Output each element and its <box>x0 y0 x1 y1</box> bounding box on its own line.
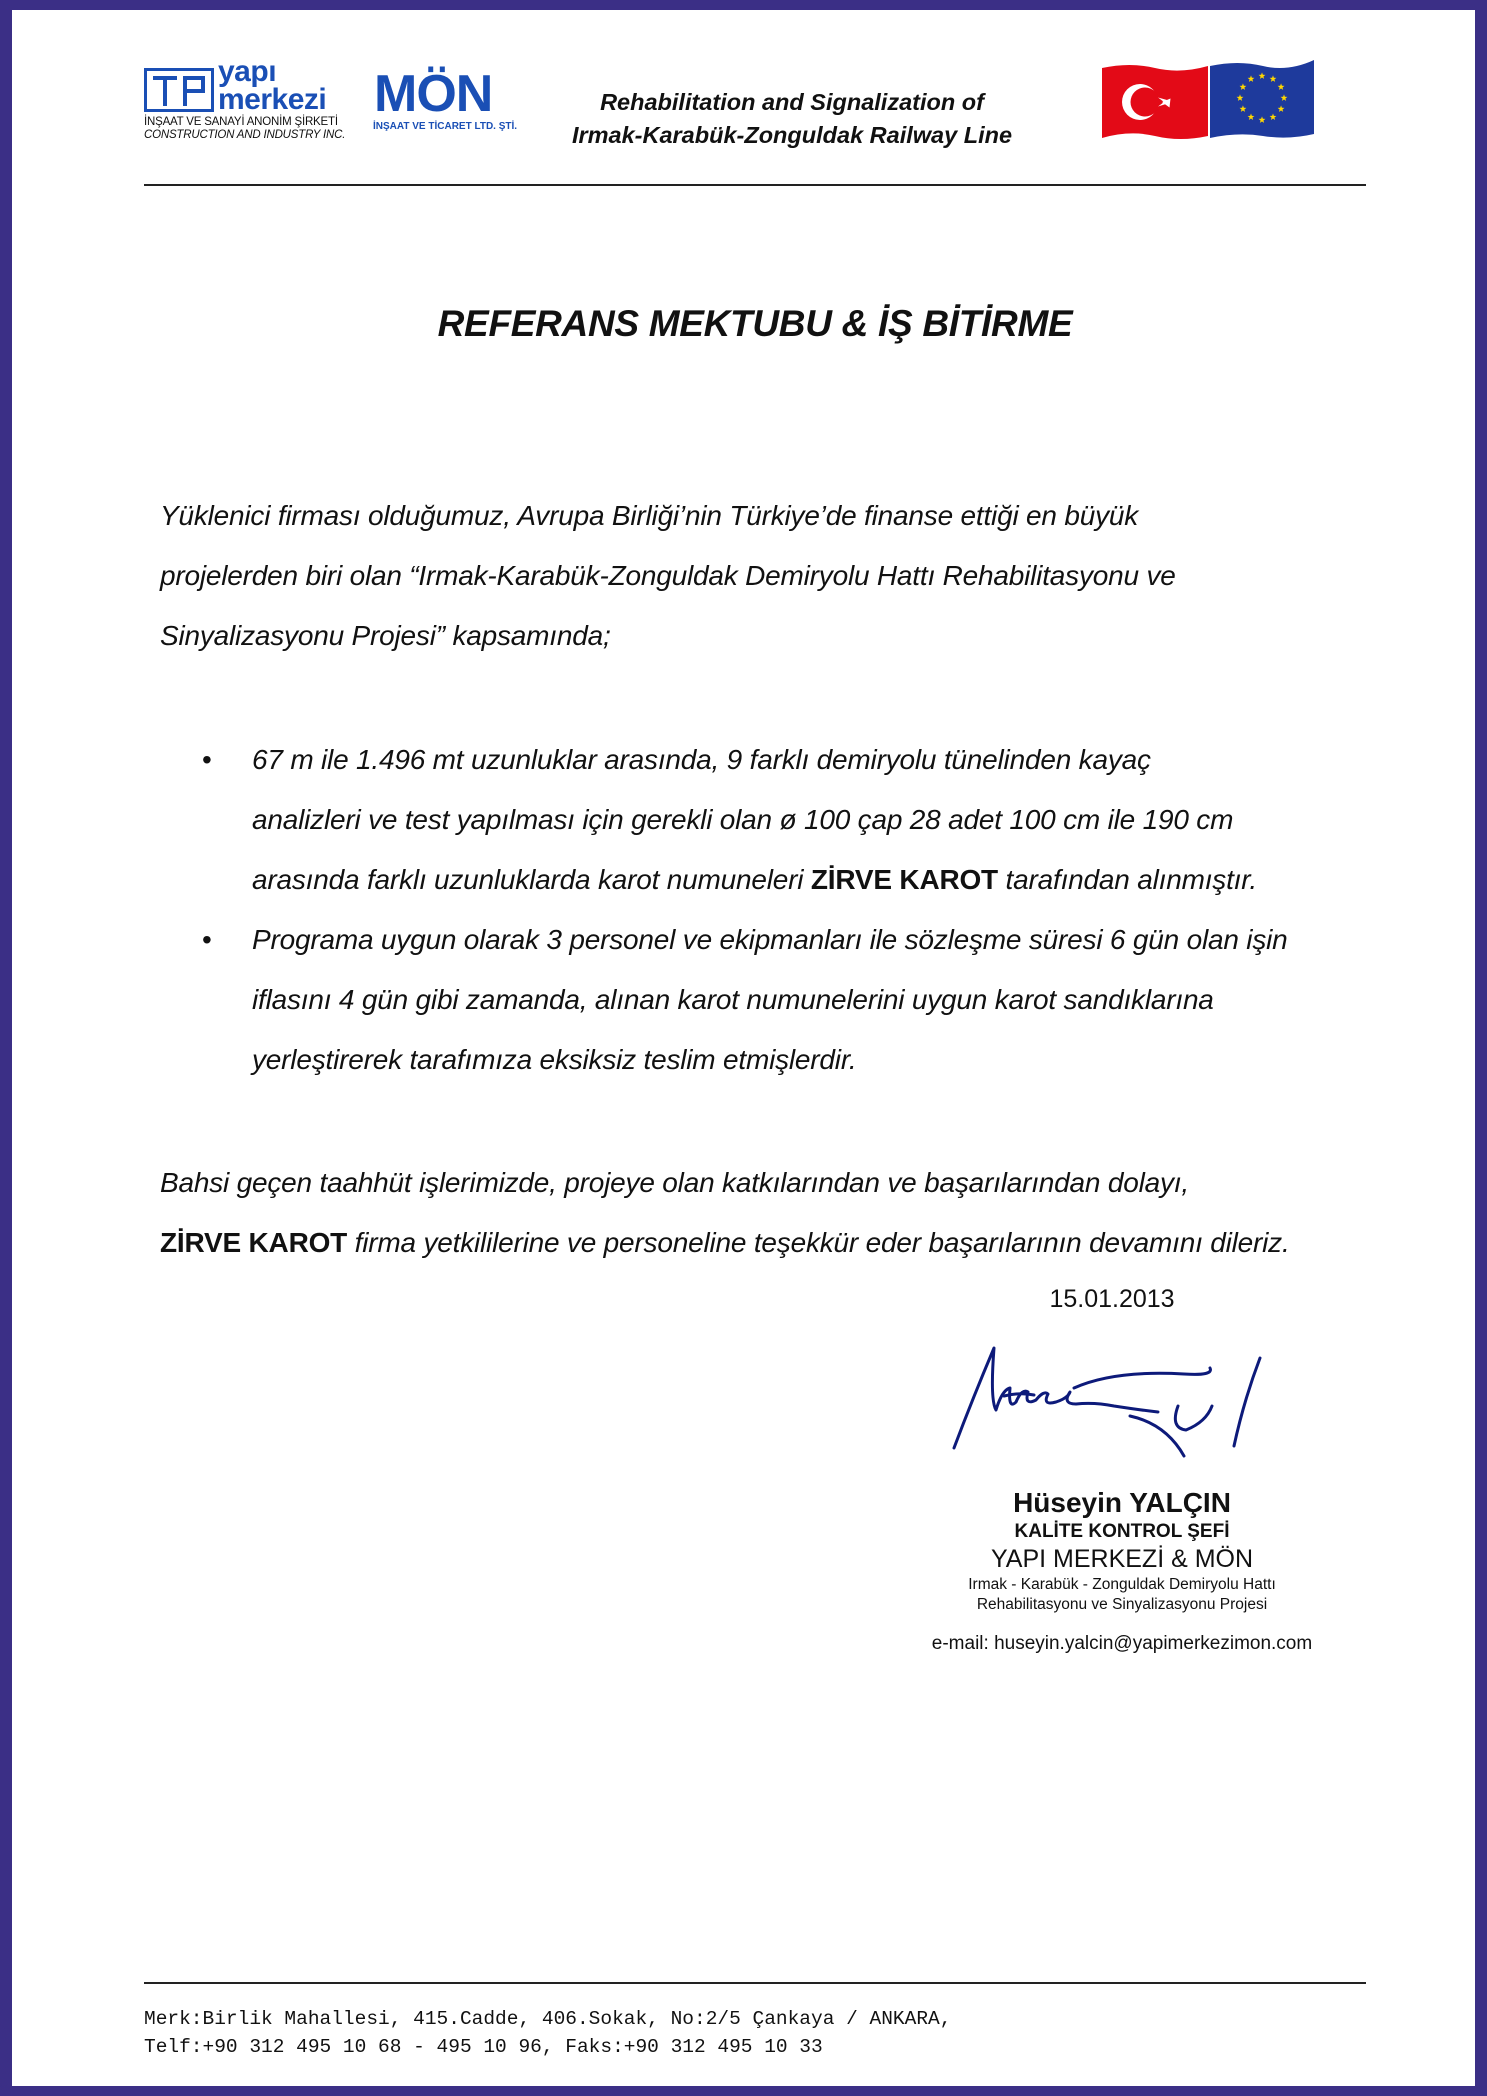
mon-wordmark: MÖN <box>374 65 493 123</box>
document-title: REFERANS MEKTUBU & İŞ BİTİRME <box>437 303 1073 344</box>
bullet1-line3 <box>252 850 1362 910</box>
bullet2-line2: iflasını 4 gün gibi zamanda, alınan karot numunelerini uygun karot sandıklarına <box>252 984 1214 1015</box>
footer-address-line: Merk:Birlik Mahallesi, 415.Cadde, 406.Sokak, No:2/5 Çankaya / ANKARA, <box>144 2008 952 2030</box>
mon-logo <box>372 65 518 142</box>
bullet1-line1: 67 m ile 1.496 mt uzunluklar arasında, 9 farklı demiryolu tünelinden kayaç <box>252 744 1151 775</box>
yapi-merkezi-wordmark: yapı merkezi <box>218 55 327 116</box>
list-item <box>202 910 1362 1090</box>
signatory-email[interactable]: e-mail: huseyin.yalcin@yapimerkezimon.com <box>931 1633 1313 1654</box>
closing-paragraph <box>160 1153 1375 1273</box>
turkey-flag-icon <box>1100 60 1210 142</box>
closing-line-1: Bahsi geçen taahhüt işlerimizde, projeye olan katkılarından ve başarılarından dolayı, <box>160 1167 1189 1198</box>
company-name-highlight: ZİRVE KAROT <box>160 1227 348 1258</box>
intro-paragraph <box>160 486 1375 666</box>
signatory-company: YAPI MERKEZİ & MÖN <box>990 1545 1254 1573</box>
yapi-merkezi-subtitle-en: CONSTRUCTION AND INDUSTRY INC. <box>144 129 346 141</box>
bullet-list <box>202 730 1362 1090</box>
list-item <box>202 730 1362 910</box>
signatory-project-line1: Irmak - Karabük - Zonguldak Demiryolu Hattı <box>968 1576 1276 1593</box>
closing-line-2 <box>160 1213 1375 1273</box>
bullet-icon: • <box>202 924 212 955</box>
footer-divider <box>144 1982 1366 1984</box>
bullet1-line2: analizleri ve test yapılması için gerekli olan ø 100 çap 28 adet 100 cm ile 190 cm <box>252 804 1234 835</box>
mon-subtitle: İNŞAAT VE TİCARET LTD. ŞTİ. <box>373 121 518 132</box>
signature-block <box>872 1486 1372 1657</box>
intro-line-2: projelerden biri olan “Irmak-Karabük-Zonguldak Demiryolu Hattı Rehabilitasyonu ve <box>160 560 1176 591</box>
yapi-merkezi-logo <box>144 55 364 142</box>
header-divider <box>144 184 1366 186</box>
bullet2-line3: yerleştirerek tarafımıza eksiksiz teslim etmişlerdir. <box>252 1044 857 1075</box>
closing-line-2-rest: firma yetkililerine ve personeline teşekkür eder başarılarının devamını dileriz. <box>347 1227 1290 1258</box>
intro-line-1: Yüklenici firması olduğumuz, Avrupa Birliği’nin Türkiye’de finanse ettiği en büyük <box>160 500 1139 531</box>
bullet1-line3-pre: arasında farklı uzunluklarda karot numuneleri <box>252 864 811 895</box>
bullet1-line3-post: tarafından alınmıştır. <box>997 864 1257 895</box>
intro-line-3: Sinyalizasyonu Projesi” kapsamında; <box>160 620 611 651</box>
signatory-project-line2: Rehabilitasyonu ve Sinyalizasyonu Projesi <box>976 1596 1268 1613</box>
yapi-merkezi-subtitle-tr: İNŞAAT VE SANAYİ ANONİM ŞİRKETİ <box>144 116 338 128</box>
bullet-icon: • <box>202 744 212 775</box>
signatory-role: KALİTE KONTROL ŞEFİ <box>1014 1521 1230 1542</box>
handwritten-signature <box>944 1340 1274 1470</box>
eu-flag-icon <box>1208 58 1316 142</box>
bullet2-line1: Programa uygun olarak 3 personel ve ekipmanları ile sözleşme süresi 6 gün olan işin <box>252 924 1288 955</box>
signatory-name: Hüseyin YALÇIN <box>1013 1487 1231 1518</box>
footer-phone-line: Telf:+90 312 495 10 68 - 495 10 96, Faks:+90 312 495 10 33 <box>144 2036 823 2058</box>
company-name-highlight: ZİRVE KAROT <box>810 864 998 895</box>
header-title-line1: Rehabilitation and Signalization of <box>600 89 984 115</box>
yapi-merkezi-mark-icon <box>144 68 214 112</box>
header-project-title <box>532 86 1052 152</box>
letter-date: 15.01.2013 <box>1049 1285 1175 1313</box>
footer-address <box>144 2005 1366 2061</box>
header-title-line2: Irmak-Karabük-Zonguldak Railway Line <box>571 122 1013 148</box>
